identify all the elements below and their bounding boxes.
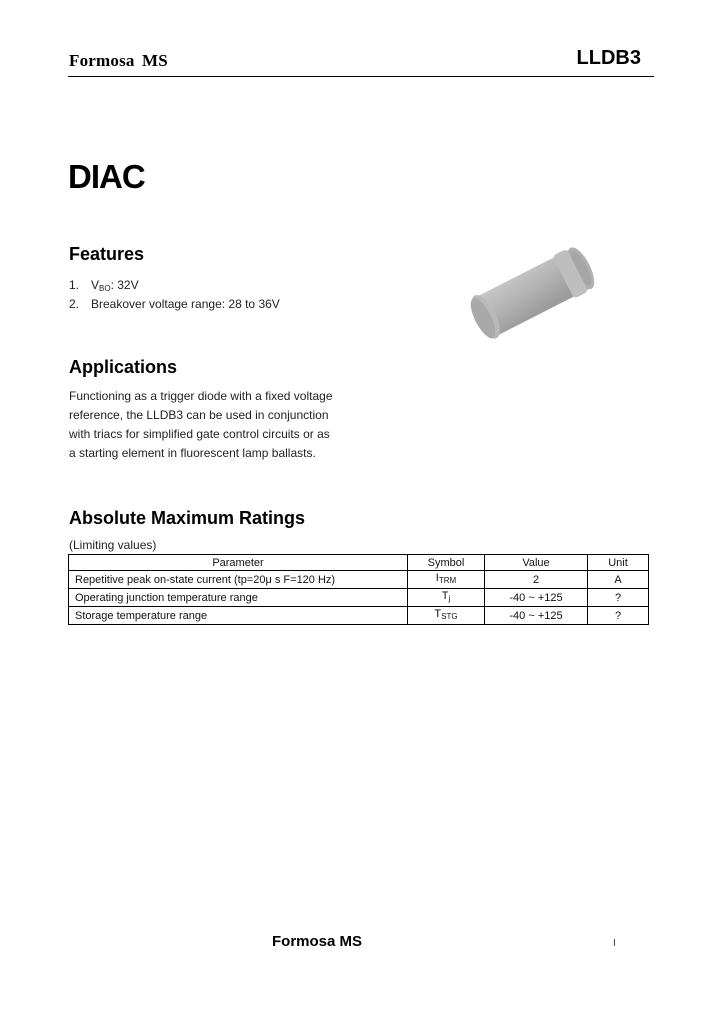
header-divider <box>68 76 654 77</box>
cell-symbol: $T_j$ <box>408 589 485 607</box>
col-header-value: Value <box>485 555 588 571</box>
diode-package-image <box>462 235 602 347</box>
table-row <box>69 589 649 607</box>
ratings-note: (Limiting values) <box>69 538 157 552</box>
cell-parameter: Repetitive peak on-state current (tp=20μ s F=120 Hz) <box>69 571 408 589</box>
table-header-row <box>69 555 649 571</box>
page-number: I <box>613 938 616 949</box>
cell-value: -40 ~ +125 <box>485 607 588 625</box>
header-company: Formosa MS <box>69 51 168 70</box>
features-heading: Features <box>69 244 145 264</box>
applications-heading: Applications <box>69 357 178 377</box>
cell-symbol: $T_{STG}$ <box>408 607 485 625</box>
ratings-table <box>68 554 649 625</box>
ratings-heading: Absolute Maximum Ratings <box>69 508 306 528</box>
table-row <box>69 571 649 589</box>
cell-value: 2 <box>485 571 588 589</box>
applications-text: Functioning as a trigger diode with a fixed voltage reference, the LLDB3 can be used in conjunction with triacs for simplified gate control circuits or as a starting element in fluorescent lamp ballasts. <box>69 389 333 460</box>
cell-value: -40 ~ +125 <box>485 589 588 607</box>
page-title: DIAC <box>68 158 145 195</box>
cell-unit: A <box>588 571 649 589</box>
list-item: 2. Breakover voltage range: 28 to 36V <box>69 297 280 311</box>
cell-symbol: $I_{TRM}$ <box>408 571 485 589</box>
col-header-unit: Unit <box>588 555 649 571</box>
cell-unit: ? <box>588 607 649 625</box>
cell-unit: ? <box>588 589 649 607</box>
col-header-parameter: Parameter <box>69 555 408 571</box>
header-part-number: LLDB3 <box>576 47 641 69</box>
cell-parameter: Operating junction temperature range <box>69 589 408 607</box>
footer-brand: Formosa MS <box>272 933 363 950</box>
list-item: 1. $V_{BO}$: 32V <box>69 278 139 293</box>
cell-parameter: Storage temperature range <box>69 607 408 625</box>
col-header-symbol: Symbol <box>408 555 485 571</box>
table-row <box>69 607 649 625</box>
features-list <box>69 276 280 314</box>
